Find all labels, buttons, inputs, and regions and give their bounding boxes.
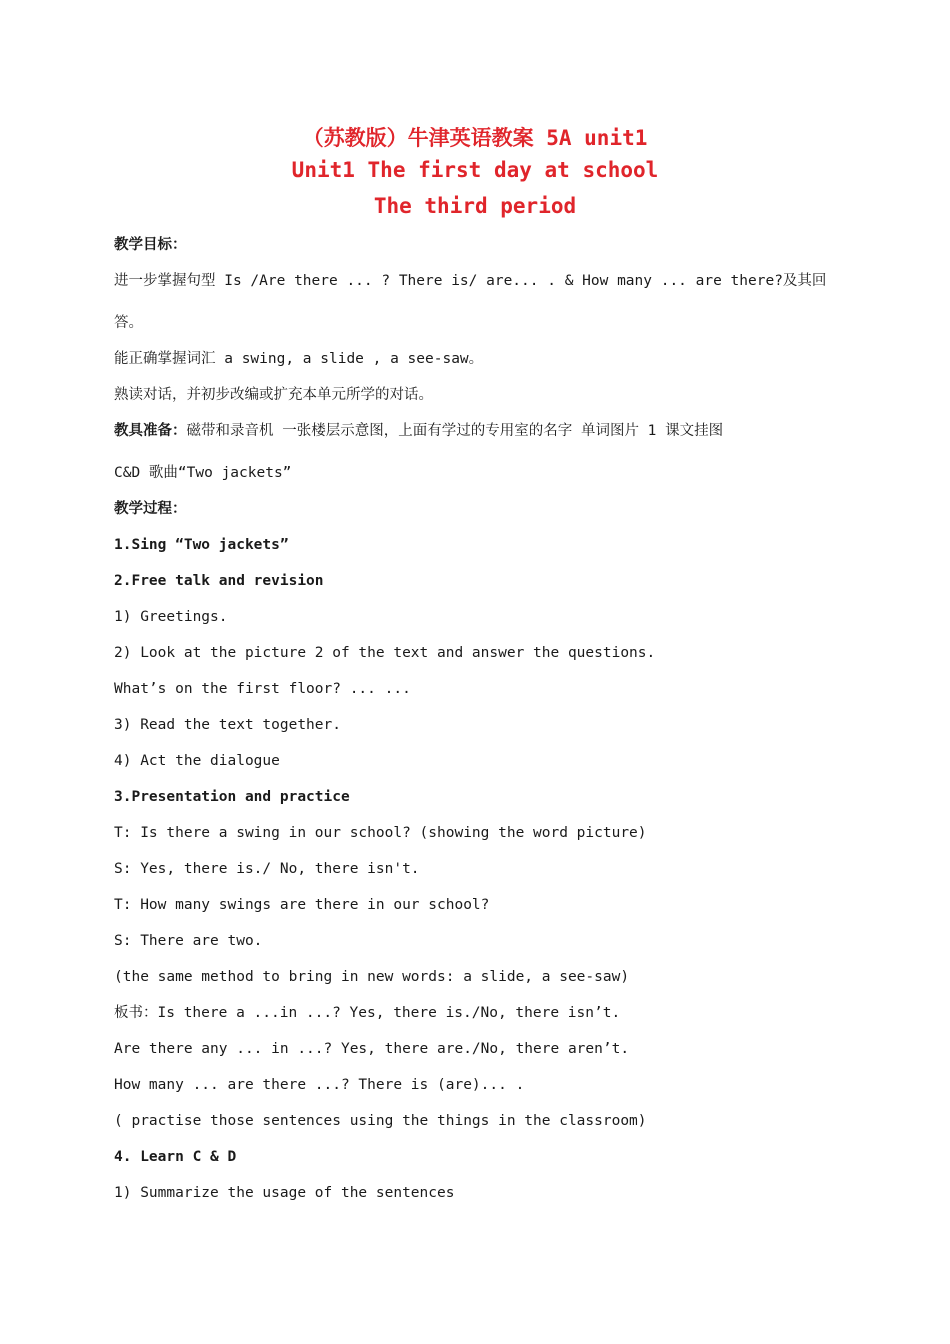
process-lines — [114, 534, 844, 1218]
objective-1-line-a: 进一步掌握句型 Is /Are there ... ? There is/ are... . & How many ... are there?及其回 — [114, 273, 827, 289]
process-line: Are there any ... in ...? Yes, there are./No, there aren’t. — [114, 1041, 630, 1057]
document-title: （苏教版）牛津英语教案 5A unit1 — [302, 126, 648, 150]
process-line: S: There are two. — [114, 933, 263, 949]
document-body — [114, 234, 844, 1218]
process-line: 3.Presentation and practice — [114, 789, 350, 805]
process-line: 2) Look at the picture 2 of the text and answer the questions. — [114, 645, 656, 661]
process-line: 4. Learn C & D — [114, 1149, 237, 1165]
process-label: 教学过程： — [114, 501, 187, 517]
materials-line-a — [114, 420, 844, 462]
objective-3: 熟读对话，并初步改编或扩充本单元所学的对话。 — [114, 387, 433, 403]
process-line: 1) Greetings. — [114, 609, 228, 625]
objectives-label: 教学目标： — [114, 237, 187, 253]
period-title: The third period — [373, 194, 577, 218]
process-line: 1.Sing “Two jackets” — [114, 537, 289, 553]
process-line: How many ... are there ...? There is (are)... . — [114, 1077, 525, 1093]
materials-text-a: 磁带和录音机 一张楼层示意图，上面有学过的专用室的名字 单词图片 1 课文挂图 — [186, 423, 724, 439]
process-line: ( practise those sentences using the things in the classroom) — [114, 1113, 647, 1129]
process-line: 1) Summarize the usage of the sentences — [114, 1185, 455, 1201]
process-line: What’s on the first floor? ... ... — [114, 681, 411, 697]
objective-1-line-b: 答。 — [114, 315, 143, 331]
objective-2: 能正确掌握词汇 a swing, a slide , a see-saw。 — [114, 351, 484, 367]
process-line: 3) Read the text together. — [114, 717, 341, 733]
process-line: 板书：Is there a ...in ...? Yes, there is./No, there isn’t. — [114, 1005, 621, 1021]
materials-line-b: C&D 歌曲“Two jackets” — [114, 465, 292, 481]
process-line: 2.Free talk and revision — [114, 573, 324, 589]
process-line: S: Yes, there is./ No, there isn't. — [114, 861, 420, 877]
materials-label: 教具准备： — [114, 423, 187, 439]
process-line: 4) Act the dialogue — [114, 753, 280, 769]
unit-title: Unit1 The first day at school — [291, 158, 659, 182]
process-line: (the same method to bring in new words: a slide, a see-saw) — [114, 969, 630, 985]
process-line: T: Is there a swing in our school? (showing the word picture) — [114, 825, 647, 841]
process-line: T: How many swings are there in our school? — [114, 897, 490, 913]
